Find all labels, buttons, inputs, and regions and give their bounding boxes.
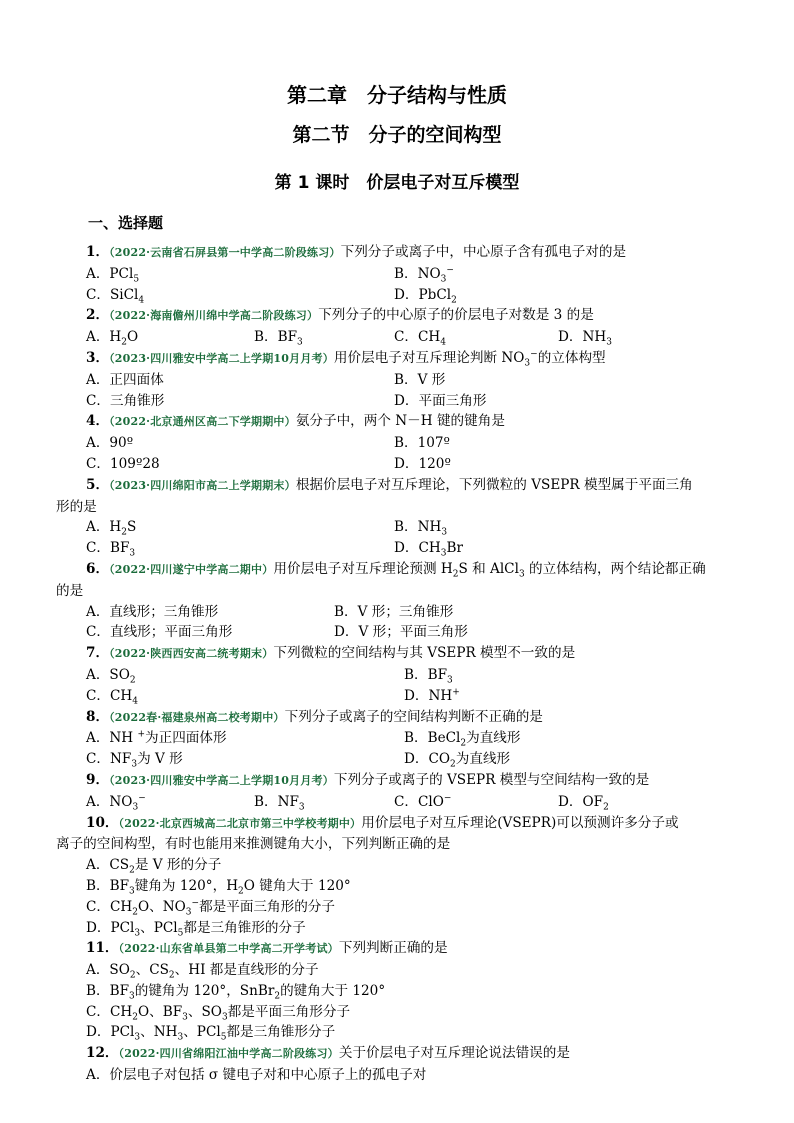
options-row	[56, 264, 736, 285]
question-text: 下列判断正确的是	[338, 940, 448, 957]
question-source: （2023·四川雅安中学高二上学期10月月考）	[109, 351, 334, 365]
answer-option: B．$NF_3$	[254, 793, 305, 813]
answer-option: B．V 形	[394, 371, 446, 388]
answer-option: B．$BF_3$	[404, 666, 453, 686]
answer-option: B．$NO_3^-$	[394, 265, 454, 285]
options-row	[56, 792, 736, 813]
question-number: 6．	[86, 560, 110, 577]
answer-option: C．$CH_2O$、$NO_3^-$都是平面三角形的分子	[86, 898, 335, 918]
question-text: 氨分子中，两个 N－H 键的键角是	[295, 413, 505, 430]
answer-option: D．$NH_3$	[558, 329, 612, 348]
question-number: 4．	[86, 413, 110, 430]
question-list	[56, 242, 736, 1086]
answer-option: D．PbCl$_2$	[394, 286, 457, 306]
question-text: 用价层电子对互斥理论判断 $NO_3^-$的立体构型	[333, 349, 606, 369]
options-row	[56, 370, 736, 391]
answer-option: B．$NH_3$	[394, 519, 448, 539]
answer-option: B．V 形；三角锥形	[334, 603, 454, 620]
question-stem	[56, 707, 736, 729]
answer-option: B．$BF_3$的键角为 120°，SnBr$_2$的键角大于 120°	[86, 982, 386, 1002]
question-stem	[56, 305, 736, 327]
answer-option: C．$NF_3$为 V 形	[86, 751, 183, 770]
question-text: 用价层电子对互斥理论(VSEPR)可以预测许多分子或	[361, 814, 679, 831]
answer-option: D．PCl$_3$、$NH_3$、PCl$_5$都是三角锥形分子	[86, 1024, 336, 1044]
question-stem	[56, 348, 736, 370]
answer-option: B．BeCl$_2$为直线形	[404, 730, 521, 750]
answer-option: C．ClO−	[394, 793, 452, 810]
question-text: 关于价层电子对互斥理论说法错误的是	[338, 1045, 570, 1062]
question-number: 10．	[86, 814, 119, 831]
question-number: 7．	[86, 645, 110, 662]
options-row	[56, 285, 736, 306]
answer-option: D．$OF_2$	[558, 793, 609, 813]
answer-option: D．NH+	[404, 687, 460, 704]
answer-option: C．109º28	[86, 455, 160, 472]
answer-option: B．107º	[394, 435, 450, 452]
question-text: 下列微粒的空间结构与其 VSEPR 模型不一致的是	[273, 645, 576, 662]
question-text: 下列分子的中心原子的价层电子对数是 3 的是	[318, 307, 594, 324]
answer-option: A．90º	[86, 435, 134, 452]
answer-option: C．直线形；平面三角形	[86, 624, 233, 641]
question-text: 根据价层电子对互斥理论，下列微粒的 VSEPR 模型属于平面三角	[295, 476, 693, 493]
answer-option: A．$H_2S$	[86, 519, 137, 539]
options-row	[56, 433, 736, 454]
answer-option: C．三角锥形	[86, 392, 165, 409]
question-stem	[56, 938, 736, 960]
options-row	[56, 517, 736, 538]
answer-option: A．正四面体	[86, 371, 164, 388]
question-text: 下列分子或离子的空间结构判断不正确的是	[284, 708, 543, 725]
question-source: （2022·海南儋州川绵中学高二阶段练习）	[109, 309, 319, 323]
options-row	[56, 749, 736, 770]
question-stem	[56, 770, 736, 792]
answer-option: C．$CH_4$	[86, 687, 138, 707]
question-stem	[56, 559, 736, 581]
question-text-continued: 形的是	[56, 498, 97, 515]
answer-option: D．$CO_2$为直线形	[404, 751, 511, 770]
answer-option: D．120º	[394, 455, 451, 472]
answer-option: D．PCl$_3$、PCl$_5$都是三角锥形的分子	[86, 919, 306, 939]
question-source: （2022·北京西城高二北京市第三中学校考期中）	[118, 816, 362, 830]
question-stem	[56, 411, 736, 433]
section-title: 第二节 分子的空间构型	[292, 124, 502, 146]
question-number: 3．	[86, 349, 110, 366]
options-row	[56, 391, 736, 412]
question-number: 8．	[86, 708, 110, 725]
question-stem	[56, 813, 736, 835]
question-stem	[56, 475, 736, 497]
question-source: （2022·四川遂宁中学高二期中）	[109, 562, 274, 576]
question-source: （2022·云南省石屏县第一中学高二阶段练习）	[109, 246, 341, 259]
question-text: 用价层电子对互斥理论预测 $H_2S$ 和 AlCl$_3$ 的立体结构，两个结论都正确	[273, 560, 706, 580]
question-number: 1．	[86, 244, 110, 260]
question-number: 5．	[86, 476, 110, 493]
answer-option: A．$CS_2$是 V 形的分子	[86, 857, 222, 876]
options-row	[56, 728, 736, 749]
answer-option: D．平面三角形	[394, 392, 487, 409]
options-row	[56, 454, 736, 475]
question-source: （2022·山东省单县第二中学高二开学考试）	[118, 942, 339, 956]
question-source: （2022春·福建泉州高二校考期中）	[109, 710, 285, 724]
options-row	[56, 622, 736, 643]
answer-option: C．$BF_3$	[86, 540, 136, 559]
options-row	[56, 327, 736, 348]
options-row	[56, 602, 736, 623]
question-text-continued: 的是	[56, 582, 84, 599]
answer-option: D．V 形；平面三角形	[334, 624, 468, 641]
answer-option: C．$CH_4$	[394, 329, 446, 348]
question-number: 9．	[86, 771, 110, 788]
question-text: 下列分子或离子的 VSEPR 模型与空间结构一致的是	[333, 771, 650, 788]
answer-option: D．$CH_3Br$	[394, 540, 463, 559]
question-number: 2．	[86, 307, 110, 324]
options-row	[56, 538, 736, 559]
answer-option: A．NH +为正四面体形	[86, 729, 227, 747]
answer-option: A．$NO_3^-$	[86, 793, 146, 813]
chapter-title: 第二章 分子结构与性质	[287, 83, 507, 107]
question-stem	[56, 242, 736, 264]
question-number: 12．	[86, 1045, 119, 1062]
answer-option: B．$BF_3$键角为 120°，$H_2O$ 键角大于 120°	[86, 877, 351, 897]
answer-option: B．$BF_3$	[254, 329, 303, 348]
options-row	[56, 686, 736, 707]
lesson-title: 第 1 课时 价层电子对互斥模型	[274, 173, 520, 193]
question-text: 下列分子或离子中，中心原子含有孤电子对的是	[340, 244, 627, 260]
answer-option: C．$CH_2O$、$BF_3$、$SO_3$都是平面三角形分子	[86, 1003, 351, 1023]
question-stem	[56, 643, 736, 665]
answer-option: A．$SO_2$	[86, 666, 136, 686]
options-row	[56, 665, 736, 686]
question-source: （2022·四川省绵阳江油中学高二阶段练习）	[118, 1047, 339, 1061]
answer-option: A．$H_2O$	[86, 329, 139, 348]
answer-option: A．价层电子对包括 σ 键电子对和中心原子上的孤电子对	[86, 1067, 427, 1084]
answer-option: A．直线形；三角锥形	[86, 603, 219, 620]
answer-option: C．SiCl$_4$	[86, 286, 145, 306]
part-title: 一、选择题	[88, 214, 164, 232]
question-text-continued: 离子的空间构型，有时也能用来推测键角大小，下列判断正确的是	[56, 836, 451, 853]
answer-option: A．$SO_2$、$CS_2$、HI 都是直线形的分子	[86, 962, 319, 981]
question-number: 11．	[86, 940, 119, 957]
question-source: （2022·北京通州区高二下学期期中）	[109, 415, 296, 429]
question-source: （2023·四川绵阳市高二上学期期末）	[109, 478, 296, 492]
question-source: （2023·四川雅安中学高二上学期10月月考）	[109, 773, 334, 787]
question-source: （2022·陕西西安高二统考期末）	[109, 647, 274, 661]
question-stem	[56, 1043, 736, 1065]
answer-option: A．PCl$_5$	[86, 265, 140, 285]
